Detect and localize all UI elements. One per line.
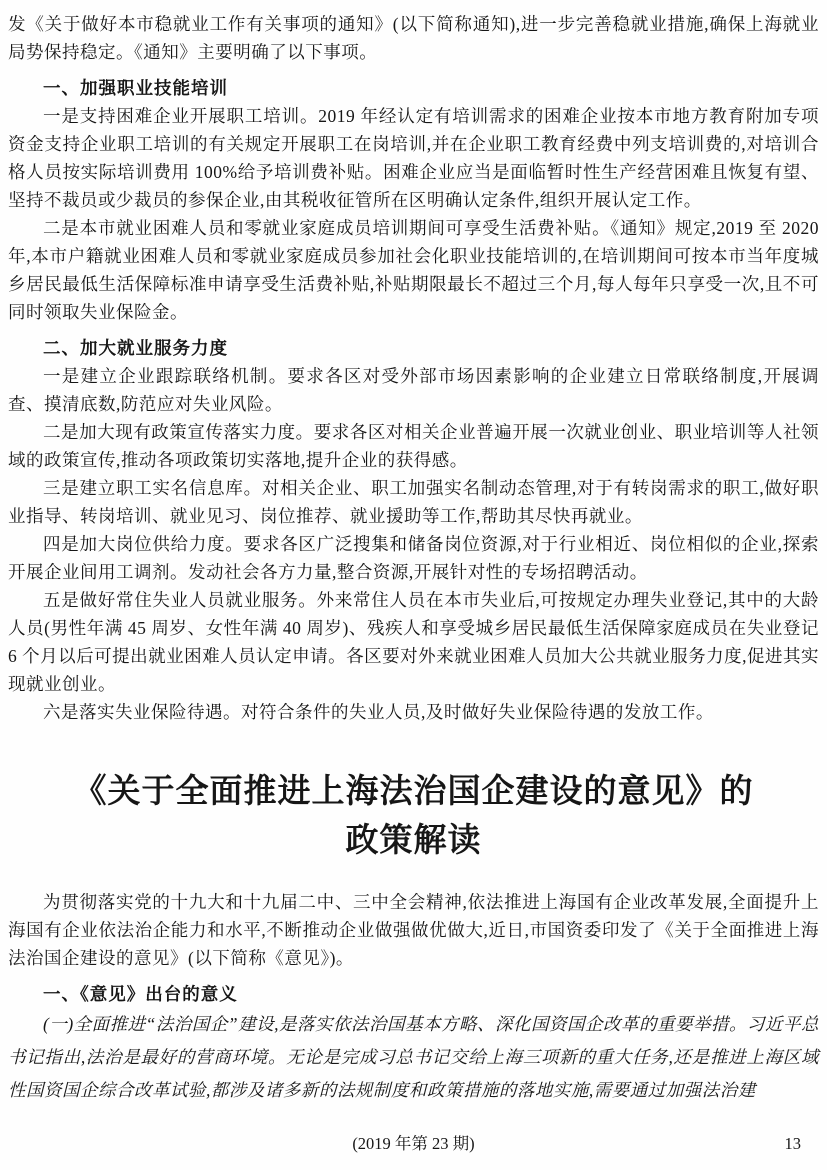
article1-section2-heading: 二、加大就业服务力度 — [43, 338, 228, 358]
article2-title-line-1: 《关于全面推进上海法治国企建设的意见》的 — [73, 774, 754, 810]
article1-section1-paragraph-2: 二是本市就业困难人员和零就业家庭成员培训期间可享受生活费补贴。《通知》规定,2019 至 2020 年,本市户籍就业困难人员和零就业家庭成员参加社会化职业技能培训的,在培训期间可按本市当年度城乡居民最低生活保障标准申请享受生活费补贴,补贴期限最长不超过三个月,每人每年只享受一次,且不可同时领取失业保险金。 — [8, 218, 819, 322]
article1-section2-paragraph-5: 五是做好常住失业人员就业服务。外来常住人员在本市失业后,可按规定办理失业登记,其中的大龄人员(男性年满 45 周岁、女性年满 40 周岁)、残疾人和享受城乡居民最低生活保障家庭成员在失业登记 6 个月以后可提出就业困难人员认定申请。各区要对外来就业困难人员加大公共就业服务力度,促进其实现就业创业。 — [8, 590, 819, 694]
page-footer — [0, 1132, 827, 1156]
page-number: 13 — [784, 1134, 801, 1153]
article2-intro-paragraph: 为贯彻落实党的十九大和十九届二中、三中全会精神,依法推进上海国有企业改革发展,全面提升上海国有企业依法治企能力和水平,不断推动企业做强做优做大,近日,市国资委印发了《关于全面推进上海法治国企建设的意见》(以下简称《意见》)。 — [8, 892, 819, 968]
article2-title-line-2: 政策解读 — [345, 823, 482, 859]
article1-section2-paragraph-2: 二是加大现有政策宣传落实力度。要求各区对相关企业普遍开展一次就业创业、职业培训等人社领域的政策宣传,推动各项政策切实落地,提升企业的获得感。 — [8, 422, 819, 470]
article1-section2-paragraph-1: 一是建立企业跟踪联络机制。要求各区对受外部市场因素影响的企业建立日常联络制度,开展调查、摸清底数,防范应对失业风险。 — [8, 366, 819, 414]
article1-section2-paragraph-6: 六是落实失业保险待遇。对符合条件的失业人员,及时做好失业保险待遇的发放工作。 — [43, 702, 714, 722]
article2-title — [8, 768, 819, 866]
article1-section1-paragraph-1: 一是支持困难企业开展职工培训。2019 年经认定有培训需求的困难企业按本市地方教育附加专项资金支持企业职工培训的有关规定开展职工在岗培训,并在企业职工教育经费中列支培训费的,对培训合格人员按实际培训费用 100%给予培训费补贴。困难企业应当是面临暂时性生产经营困难且恢复有望、坚持不裁员或少裁员的参保企业,由其税收征管所在区明确认定条件,组织开展认定工作。 — [8, 106, 819, 210]
continued-paragraph: 发《关于做好本市稳就业工作有关事项的通知》(以下简称通知),进一步完善稳就业措施,确保上海就业局势保持稳定。《通知》主要明确了以下事项。 — [8, 14, 819, 62]
issue-label: (2019 年第 23 期) — [352, 1134, 475, 1153]
article1-section1-heading: 一、加强职业技能培训 — [43, 78, 228, 98]
article1-section2-paragraph-4: 四是加大岗位供给力度。要求各区广泛搜集和储备岗位资源,对于行业相近、岗位相似的企业,探索开展企业间用工调剂。发动社会各方力量,整合资源,开展针对性的专场招聘活动。 — [8, 534, 819, 582]
article1-section2-paragraph-3: 三是建立职工实名信息库。对相关企业、职工加强实名制动态管理,对于有转岗需求的职工,做好职业指导、转岗培训、就业见习、岗位推荐、就业援助等工作,帮助其尽快再就业。 — [8, 478, 819, 526]
article2-section1-paragraph-1: (一)全面推进“法治国企”建设,是落实依法治国基本方略、深化国资国企改革的重要举措。习近平总书记指出,法治是最好的营商环境。无论是完成习总书记交给上海三项新的重大任务,还是推进上海区域性国资国企综合改革试验,都涉及诸多新的法规制度和政策措施的落地实施,需要通过加强法治建 — [8, 1014, 819, 1100]
article2-section1-heading: 一、《意见》出台的意义 — [43, 984, 238, 1004]
